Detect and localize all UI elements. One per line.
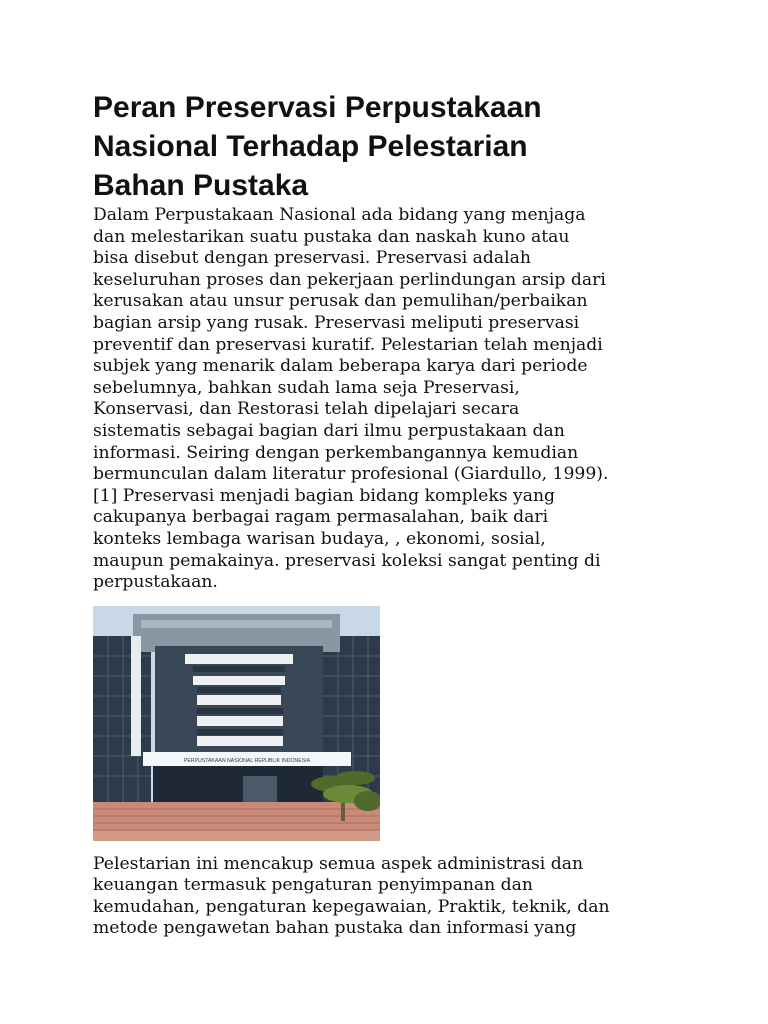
article-paragraph-1: Dalam Perpustakaan Nasional ada bidang yang menjaga dan melestarikan suatu pustaka dan naskah kuno atau bisa disebut dengan preservasi. Preservasi adalah keseluruhan proses dan pekerjaan perlindungan arsip dari kerusakan atau unsur perusak dan pemulihan/perbaikan bagian arsip yang rusak. Preservasi meliputi preservasi preventif dan preservasi kuratif. Pelestarian telah menjadi subjek yang menarik dalam beberapa karya dari periode sebelumnya, bahkan sudah lama seja Preservasi, Konservasi, dan Restorasi telah dipelajari secara sistematis sebagai bagian dari ilmu perpustakaan dan informasi. Seiring dengan perkembangannya kemudian bermunculan dalam literatur profesional (Giardullo, 1999). [1] Preservasi menjadi bagian bidang kompleks yang cakupanya berbagai ragam permasalahan, baik dari konteks lembaga warisan budaya, , ekonomi, sosial, maupun pemakainya. preservasi koleksi sangat penting di perpustakaan. [93,205,609,593]
article-paragraph-2: Pelestarian ini mencakup semua aspek administrasi dan keuangan termasuk pengaturan penyimpanan dan kemudahan, pengaturan kepegawaian, Praktik, teknik, dan metode pengawetan bahan pustaka dan informasi yang [93,853,610,939]
photo-left-tower [93,636,151,806]
document-page [93,88,693,940]
photo-entrance [153,766,323,802]
photo-banner-text: PERPUSTAKAAN NASIONAL REPUBLIK INDONESIA [183,757,311,764]
photo-pillar [131,636,141,756]
article-title: Peran Preservasi Perpustakaan Nasional Terhadap Pelestarian Bahan Pustaka [93,91,542,202]
library-building-photo [93,606,380,841]
photo-floor-bands [185,654,293,746]
